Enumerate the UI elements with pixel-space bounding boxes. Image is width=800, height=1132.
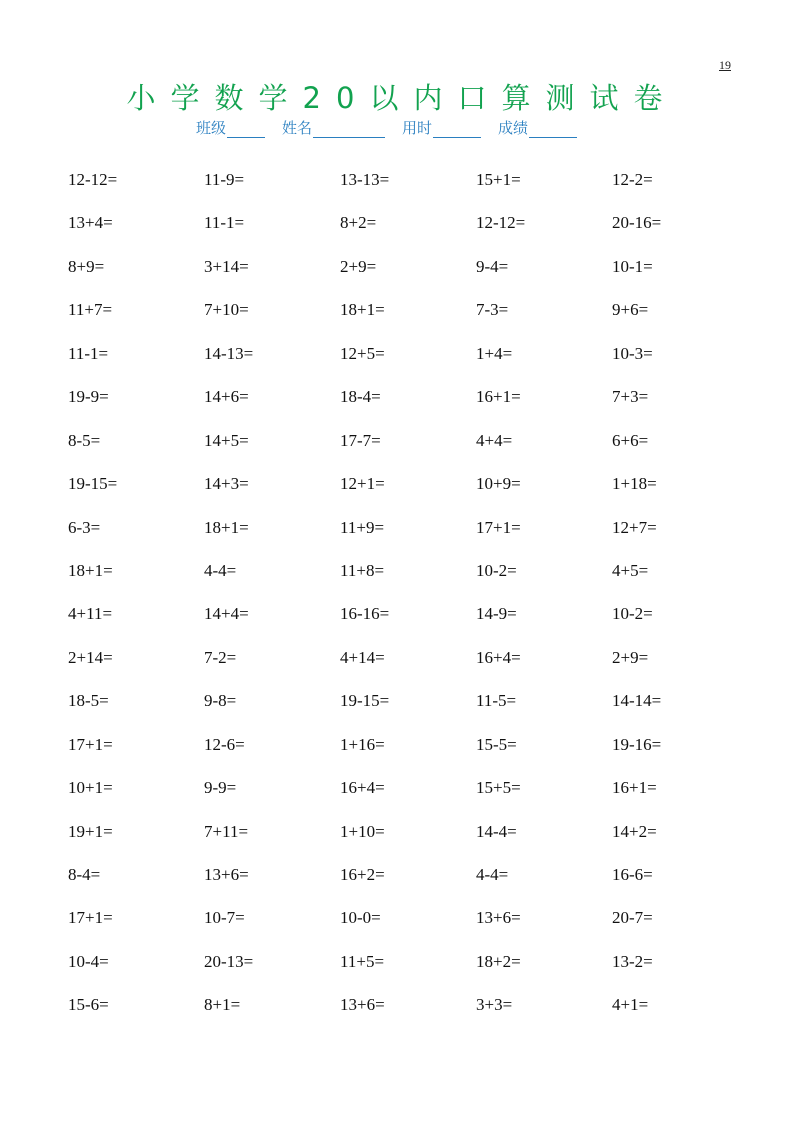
problem-item: 16+1= xyxy=(612,778,657,798)
class-field xyxy=(196,117,265,138)
name-blank[interactable] xyxy=(313,122,385,138)
problem-item: 12+5= xyxy=(340,343,385,363)
problem-item: 14+2= xyxy=(612,821,657,841)
problem-item: 11-1= xyxy=(68,343,109,363)
problem-item: 12-2= xyxy=(612,170,653,189)
class-blank[interactable] xyxy=(227,122,265,138)
problem-item: 15-5= xyxy=(476,734,517,754)
problem-item: 4+11= xyxy=(68,604,113,624)
problem-row xyxy=(68,822,758,865)
problem-item: 17+1= xyxy=(68,734,113,754)
problem-item: 11+5= xyxy=(340,951,385,971)
problem-grid xyxy=(68,170,758,1039)
problem-item: 10+1= xyxy=(68,778,113,798)
problem-item: 1+18= xyxy=(612,474,657,494)
problem-row xyxy=(68,865,758,908)
problem-item: 18-4= xyxy=(340,387,381,407)
problem-item: 13+6= xyxy=(204,865,249,884)
problem-item: 18+1= xyxy=(68,560,113,580)
problem-item: 15+5= xyxy=(476,778,521,798)
problem-item: 19-16= xyxy=(612,734,662,754)
problem-item: 2+9= xyxy=(612,647,649,667)
problem-item: 4+5= xyxy=(612,560,649,580)
problem-item: 4+14= xyxy=(340,647,385,667)
problem-item: 3+3= xyxy=(476,995,513,1015)
problem-item: 14-13= xyxy=(204,343,254,363)
problem-row xyxy=(68,604,758,647)
problem-item: 18+1= xyxy=(340,300,385,320)
problem-item: 18-5= xyxy=(68,691,109,711)
problem-item: 7+10= xyxy=(204,300,249,320)
problem-item: 12-6= xyxy=(204,734,245,754)
problem-row xyxy=(68,170,758,213)
worksheet-title: 小学数学20以内口算测试卷 xyxy=(126,81,678,115)
problem-item: 4+4= xyxy=(476,430,513,450)
problem-item: 12+7= xyxy=(612,517,657,537)
problem-item: 8+9= xyxy=(68,256,105,276)
problem-item: 7-3= xyxy=(476,300,509,320)
problem-item: 13+6= xyxy=(476,908,521,928)
problem-item: 13-13= xyxy=(340,170,390,189)
problem-item: 8+2= xyxy=(340,213,377,233)
problem-item: 10-2= xyxy=(476,560,517,580)
score-label: 成绩 xyxy=(498,119,529,137)
problem-item: 2+14= xyxy=(68,647,113,667)
problem-item: 11+9= xyxy=(340,517,385,537)
problem-item: 4-4= xyxy=(204,560,237,580)
name-field xyxy=(282,117,385,138)
problem-item: 9-8= xyxy=(204,691,237,711)
problem-item: 16+1= xyxy=(476,387,521,407)
problem-item: 17+1= xyxy=(68,908,113,928)
problem-item: 14-9= xyxy=(476,604,517,624)
problem-item: 8-5= xyxy=(68,430,101,450)
problem-item: 7-2= xyxy=(204,647,237,667)
problem-item: 20-16= xyxy=(612,213,662,233)
problem-item: 9-4= xyxy=(476,256,509,276)
problem-item: 16+4= xyxy=(340,778,385,798)
problem-item: 14+4= xyxy=(204,604,249,624)
problem-item: 13+4= xyxy=(68,213,113,233)
problem-row xyxy=(68,257,758,300)
problem-item: 12-12= xyxy=(476,213,526,233)
problem-item: 6+6= xyxy=(612,430,649,450)
time-field xyxy=(402,117,481,138)
problem-item: 13-2= xyxy=(612,951,653,971)
problem-item: 10-7= xyxy=(204,908,245,928)
problem-item: 11+8= xyxy=(340,560,385,580)
problem-row xyxy=(68,952,758,995)
problem-item: 17-7= xyxy=(340,430,381,450)
problem-row xyxy=(68,387,758,430)
problem-item: 11-5= xyxy=(476,691,517,711)
problem-item: 9-9= xyxy=(204,778,237,798)
problem-item: 19+1= xyxy=(68,821,113,841)
problem-item: 10-2= xyxy=(612,604,653,624)
problem-row xyxy=(68,561,758,604)
problem-item: 13+6= xyxy=(340,995,385,1015)
problem-item: 16+4= xyxy=(476,647,521,667)
problem-item: 10-1= xyxy=(612,256,653,276)
problem-item: 14-14= xyxy=(612,691,662,711)
class-label: 班级 xyxy=(196,119,227,137)
problem-item: 14+3= xyxy=(204,474,249,494)
problem-item: 8-4= xyxy=(68,865,101,884)
problem-item: 11+7= xyxy=(68,300,113,320)
problem-item: 20-7= xyxy=(612,908,653,928)
problem-item: 6-3= xyxy=(68,517,101,537)
problem-row xyxy=(68,213,758,256)
problem-item: 7+11= xyxy=(204,821,249,841)
problem-item: 14+5= xyxy=(204,430,249,450)
problem-item: 15-6= xyxy=(68,995,109,1015)
problem-item: 10-0= xyxy=(340,908,381,928)
problem-item: 11-1= xyxy=(204,213,245,233)
problem-item: 19-9= xyxy=(68,387,109,407)
problem-item: 2+9= xyxy=(340,256,377,276)
problem-row xyxy=(68,691,758,734)
problem-row xyxy=(68,908,758,951)
problem-item: 8+1= xyxy=(204,995,241,1015)
time-label: 用时 xyxy=(402,119,433,137)
problem-row xyxy=(68,778,758,821)
problem-item: 1+4= xyxy=(476,343,513,363)
problem-row xyxy=(68,518,758,561)
problem-item: 4-4= xyxy=(476,865,509,884)
problem-item: 10-4= xyxy=(68,951,109,971)
problem-item: 7+3= xyxy=(612,387,649,407)
problem-item: 16+2= xyxy=(340,865,385,884)
problem-row xyxy=(68,431,758,474)
problem-item: 15+1= xyxy=(476,170,521,189)
problem-item: 10+9= xyxy=(476,474,521,494)
problem-row xyxy=(68,300,758,343)
problem-item: 11-9= xyxy=(204,170,245,189)
problem-item: 17+1= xyxy=(476,517,521,537)
problem-item: 20-13= xyxy=(204,951,254,971)
problem-item: 19-15= xyxy=(68,474,118,494)
problem-row xyxy=(68,995,758,1038)
problem-item: 18+2= xyxy=(476,951,521,971)
problem-item: 1+16= xyxy=(340,734,385,754)
score-blank[interactable] xyxy=(529,122,577,138)
problem-row xyxy=(68,648,758,691)
score-field xyxy=(498,117,577,138)
problem-row xyxy=(68,474,758,517)
name-label: 姓名 xyxy=(282,119,313,137)
problem-item: 4+1= xyxy=(612,995,649,1015)
problem-item: 12+1= xyxy=(340,474,385,494)
problem-item: 16-16= xyxy=(340,604,390,624)
problem-item: 14+6= xyxy=(204,387,249,407)
time-blank[interactable] xyxy=(433,122,481,138)
problem-item: 18+1= xyxy=(204,517,249,537)
student-info-row xyxy=(196,117,577,138)
problem-item: 1+10= xyxy=(340,821,385,841)
problem-item: 14-4= xyxy=(476,821,517,841)
problem-item: 3+14= xyxy=(204,256,249,276)
problem-item: 12-12= xyxy=(68,170,118,189)
problem-item: 19-15= xyxy=(340,691,390,711)
problem-item: 16-6= xyxy=(612,865,653,884)
problem-row xyxy=(68,735,758,778)
problem-item: 9+6= xyxy=(612,300,649,320)
problem-item: 10-3= xyxy=(612,343,653,363)
page-number: 19 xyxy=(719,58,731,72)
problem-row xyxy=(68,344,758,387)
